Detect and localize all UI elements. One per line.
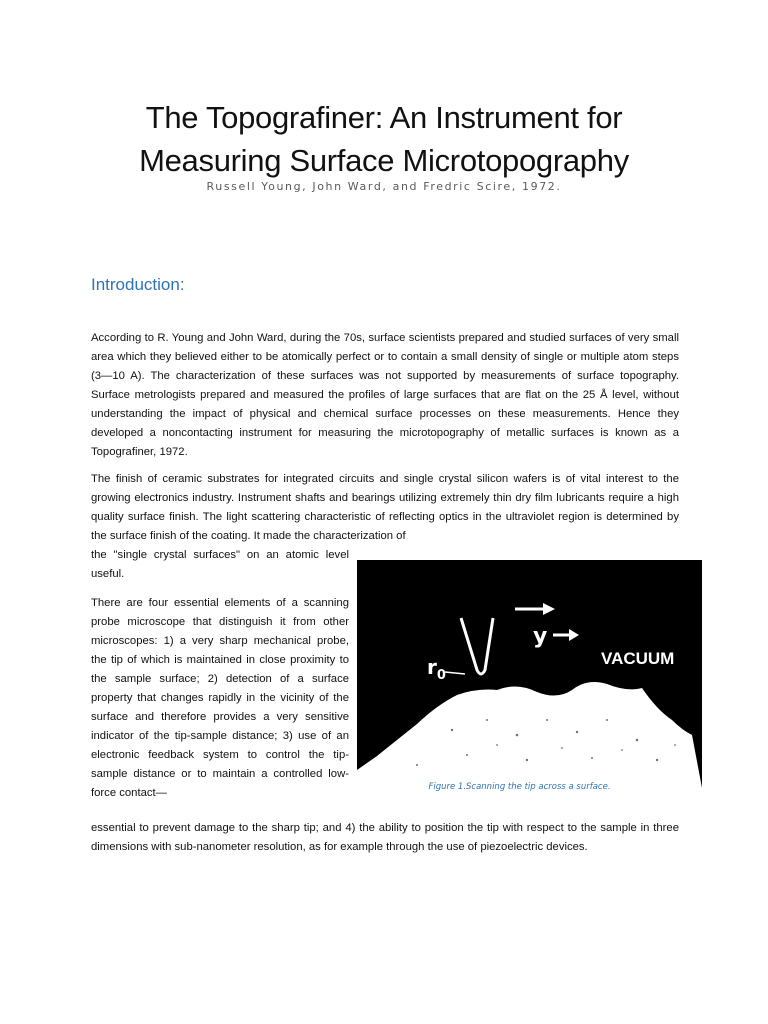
document-title: [0, 96, 768, 182]
label-r: [427, 655, 446, 683]
authors-line: Russell Young, John Ward, and Fredric Scire, 1972.: [206, 180, 562, 193]
title-line-1: The Topografiner: An Instrument for: [145, 100, 623, 135]
motion-arrow-top: [515, 603, 555, 615]
figure-scanning-tip: [357, 560, 702, 788]
label-r-main: r: [427, 655, 437, 679]
r0-pointer-line: [445, 672, 465, 674]
paragraph-2: The finish of ceramic substrates for integrated circuits and single crystal silicon wafers is of vital interest to the growing electronics industry. Instrument shafts and bearings utilizing extremely thin dry film lubricants require a high quality surface finish. The light scattering characteristic of reflecting optics in the ultraviolet region is determined by the surface finish of the coating. It made the characterization of: [91, 473, 679, 542]
label-r-sub: 0: [436, 668, 446, 683]
figure-caption: Figure 1.Scanning the tip across a surface.: [357, 780, 682, 794]
title-line-2: Measuring Surface Microtopography: [139, 143, 629, 178]
probe-tip-shape: [461, 618, 493, 674]
paragraph-2-continued: the "single crystal surfaces" on an atomic level useful.: [91, 549, 349, 580]
paragraph-3-continued: essential to prevent damage to the sharp tip; and 4) the ability to position the tip with respect to the sample in three dimensions with sub-nanometer resolution, as for example through the use of piezoelectric devices.: [91, 822, 679, 853]
section-heading: Introduction:: [91, 275, 185, 294]
paragraph-3: There are four essential elements of a scanning probe microscope that distinguish it from other microscopes: 1) a very sharp mechanical probe, the tip of which is maintained in close proximity to the sample surface; 2) detection of a surface property that changes rapidly in the vicinity of the surface and therefore provides a very sensitive indicator of the tip-sample distance; 3) use of an electronic feedback system to control the tip-sample distance or to maintain a controlled low-force contact—: [91, 597, 349, 799]
label-y: y: [533, 624, 548, 649]
motion-arrow-y: [553, 629, 579, 641]
sample-surface-shape: [357, 682, 702, 788]
figure-illustration: [357, 560, 702, 788]
label-vacuum: VACUUM: [601, 649, 675, 668]
paragraph-1: According to R. Young and John Ward, during the 70s, surface scientists prepared and studied surfaces of very small area which they believed either to be atomically perfect or to contain a small density of single or multiple atom steps (3—10 A). The characterization of these surfaces was not supported by measurements of surface topography. Surface metrologists prepared and measured the profiles of large surfaces that are flat on the 25 Å level, without understanding the impact of physical and chemical surface processes on these measurements. Hence they developed a noncontacting instrument for measuring the microtopography of metallic surfaces is known as a Topografiner, 1972.: [91, 332, 679, 458]
